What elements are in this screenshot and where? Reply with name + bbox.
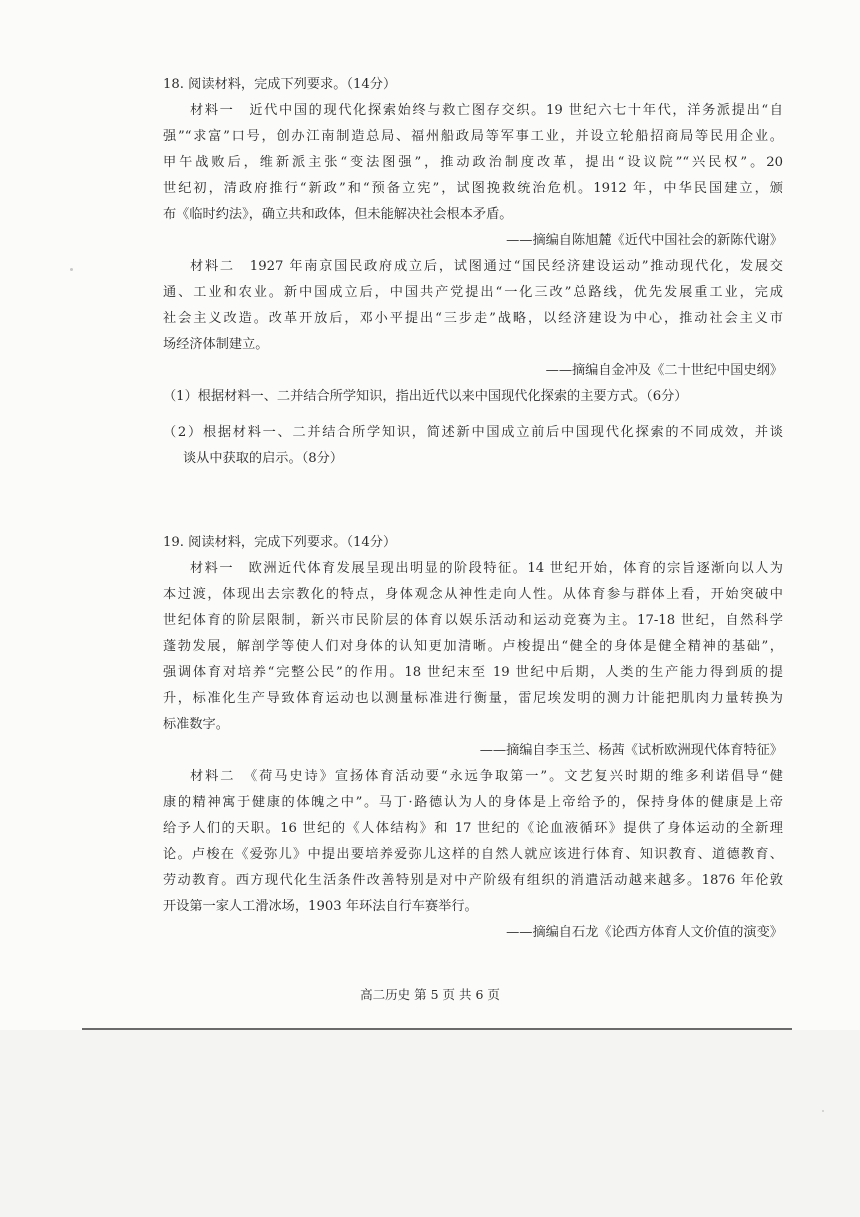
page-bottom-rule [82,1028,792,1030]
q18-subquestion-2: （2）根据材料一、二并结合所学知识，简述新中国成立前后中国现代化探索的不同成效，并谈 [163,425,783,440]
q18-material-1 [163,98,783,254]
q18-m1-source: ——摘编自陈旭麓《近代中国社会的新陈代谢》 [506,233,783,248]
scan-speck [822,1110,824,1112]
q19-m1-source: ——摘编自李玉兰、杨茜《试析欧洲现代体育特征》 [479,743,783,758]
q19-m2-line: 材料二 《荷马史诗》宣扬体育活动要“永远争取第一”。文艺复兴时期的维多利诺倡导“健 [190,769,783,784]
q19-m1-line: 标准数字。 [163,717,229,732]
q18-m2-line: 材料二 1927 年南京国民政府成立后，试图通过“国民经济建设运动”推动现代化，发展交 [190,259,783,274]
scan-speck [70,268,73,271]
q19-title: 19. 阅读材料，完成下列要求。（14分） [163,535,397,550]
q18-subquestion-1: （1）根据材料一、二并结合所学知识，指出近代以来中国现代化探索的主要方式。（6分） [163,389,688,404]
q18-m2-source: ——摘编自金冲及《二十世纪中国史纲》 [545,363,783,378]
q19-material-1 [163,556,783,764]
q19-m2-line: 康的精神寓于健康的体魄之中”。马丁·路德认为人的身体是上帝给予的，保持身体的健康是上帝 [163,795,783,810]
q19-m1-line: 强调体育对培养“完整公民”的作用。18 世纪末至 19 世纪中后期，人类的生产能力得到质的提 [163,665,783,680]
q18-m2-line: 场经济体制建立。 [163,337,269,352]
q19-m2-line: 劳动教育。西方现代化生活条件改善特别是对中产阶级有组织的消遣活动越来越多。1876 年伦敦 [163,873,783,888]
q19-material-2 [163,764,783,946]
q19-m1-line: 材料一 欧洲近代体育发展呈现出明显的阶段特征。14 世纪开始，体育的宗旨逐渐向以人为 [190,561,783,576]
q18-title: 18. 阅读材料，完成下列要求。（14分） [163,77,397,92]
q19-m2-line: 开设第一家人工滑冰场，1903 年环法自行车赛举行。 [163,899,478,914]
q18-m2-line: 通、工业和农业。新中国成立后，中国共产党提出“一化三改”总路线，优先发展重工业，完成 [163,285,783,300]
q18-m1-line: 甲午战败后，维新派主张“变法图强”，推动政治制度改革，提出“设议院”“兴民权”。20 [163,155,783,170]
q19-m1-line: 本过渡，体现出去宗教化的特点，身体观念从神性走向人性。从体育参与群体上看，开始突破中 [163,587,783,602]
q19-m2-line: 论。卢梭在《爱弥儿》中提出要培养爱弥儿这样的自然人就应该进行体育、知识教育、道德教育、 [163,847,783,862]
q18-m1-line: 布《临时约法》，确立共和政体，但未能解决社会根本矛盾。 [163,207,513,222]
q18-m1-line: 世纪初，清政府推行“新政”和“预备立宪”，试图挽救统治危机。1912 年，中华民国建立，颁 [163,181,783,196]
q19-m2-line: 给予人们的天职。16 世纪的《人体结构》和 17 世纪的《论血液循环》提供了身体运动的全新理 [163,821,783,836]
q19-m1-line: 蓬勃发展，解剖学等使人们对身体的认知更加清晰。卢梭提出“健全的身体是健全精神的基础”， [163,639,783,654]
q19-m1-line: 升，标准化生产导致体育运动也以测量标准进行衡量，雷尼埃发明的测力计能把肌肉力量转换为 [163,691,783,706]
q18-m1-line: 材料一 近代中国的现代化探索始终与救亡图存交织。19 世纪六七十年代，洋务派提出“自 [190,103,783,118]
page-content [163,72,783,946]
q18-material-2 [163,254,783,384]
page-footer: 高二历史 第 5 页 共 6 页 [360,987,500,1002]
q18-m1-line: 强”“求富”口号，创办江南制造总局、福州船政局等军事工业，并设立轮船招商局等民用企业。 [163,129,783,144]
q18-subquestion-2-cont: 谈从中获取的启示。（8分） [183,451,344,466]
q19-m2-source: ——摘编自石龙《论西方体育人文价值的演变》 [506,925,783,940]
q19-m1-line: 世纪体育的阶层限制，新兴市民阶层的体育以娱乐活动和运动竞赛为主。17-18 世纪，自然科学 [163,613,783,628]
q18-m2-line: 社会主义改造。改革开放后，邓小平提出“三步走”战略，以经济建设为中心，推动社会主义市 [163,311,783,326]
